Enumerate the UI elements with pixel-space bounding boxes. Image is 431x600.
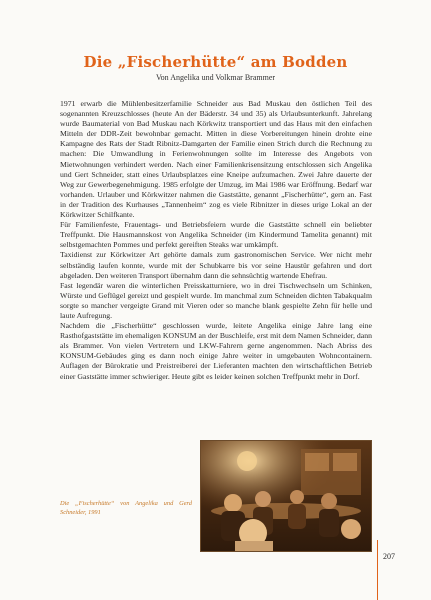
- page-number-rule: [377, 540, 378, 600]
- page-number: 207: [383, 552, 395, 561]
- sepia-photo-fischerhuette: [200, 440, 372, 552]
- paragraph: Fast legendär waren die winterlichen Preisskatturniere, wo in drei Tischwechseln um Schinken, Würste und Geflügel gereizt und gespielt wurde. Im manchmal zum Schneiden dichten Tabakqualm sorgte so mancher vergeigte Grand mit Vieren oder so manche blank gespielte Zehn für helle und laute Aufregung.: [60, 280, 372, 320]
- paragraph: Nachdem die „Fischerhütte“ geschlossen wurde, leitete Angelika einige Jahre lang eine Rasthofgaststätte im ehemaligen KONSUM an der Buschleife, erst mit dem Namen Schneider, dann als Brammer. Von vielen Vertretern und LKW-Fahrern gerne angenommen. Nach Abriss des KONSUM-Gebäudes ging es dann noch einige Jahre weiter in umgebauten Wohncontainern. Auflagen der Bürokratie und Preistreiberei der Lieferanten machten den wirtschaftlichen Betrieb einer Gaststätte immer schwieriger. Heute gibt es leider keinen solchen Treffpunkt mehr in Dorf.: [60, 321, 372, 381]
- paragraph: Taxidienst zur Körkwitzer Art gehörte damals zum gastronomischen Service. Wer nicht mehr selbständig laufen konnte, wurde mit der Schubkarre bis vor seine Haustür gefahren und dort abgeladen. Den weiteren Transport übernahm dann die sehnsüchtig wartende Ehefrau.: [60, 250, 372, 280]
- author-line: Von Angelika und Volkmar Brammer: [155, 73, 276, 82]
- page-title: Die „Fischerhütte“ am Bodden: [83, 53, 348, 71]
- paragraph: 1971 erwarb die Mühlenbesitzerfamilie Schneider aus Bad Muskau den östlichen Teil des sogenannten Kreuzschlosses (heute An der Bäderstr. 34 und 35) als Urlaubsunterkunft. Jahrelang wurde Baumaterial von Bad Muskau nach Körkwitz transportiert und das Haus mit den einfachen Mitteln der DDR-Zeit bewohnbar gemacht. Mitten in diese Vorbereitungen hinein drohte eine Kampagne des Rats der Stadt Ribnitz-Damgarten der Familie einen Strich durch die Rechnung zu machen: Die Umwandlung in Ferienwohnungen sollte im Interesse des Angebots von Mietwohnungen verhindert werden. Nach einer Familienkrisensitzung entschlossen sich Angelika und Gert Schneider, statt eines Urlaubsplatzes eine Kneipe aufzumachen. Zwei Jahre dauerte der Weg zur Gewerbegenehmigung. 1985 erfolgte der Umzug, im Mai 1986 war Eröffnung. Bedarf war vorhanden. Urlauber und Körkwitzer nahmen die Gaststätte, genannt „Fischerhütte“, gern an. Fast in der Tradition des Kurhauses „Tannenheim“ zog es viele Ribnitzer in dieses urige Lokal an der Körkwitzer Schilfkante.: [60, 99, 372, 220]
- paragraph: Für Familienfeste, Frauentags- und Betriebsfeiern wurde die Gaststätte schnell ein beliebter Treffpunkt. Die Hausmannskost von Angelika Schneider (im Kindermund Tamelita genannt) mit selbstgemachten Pommes und perfekt gereiften Steaks war umkämpft.: [60, 220, 372, 250]
- photo-illustration: [201, 441, 371, 551]
- photo-caption: Die „Fischerhütte“ von Angelika und Gerd Schneider, 1991: [60, 500, 192, 516]
- article-body: [60, 99, 372, 382]
